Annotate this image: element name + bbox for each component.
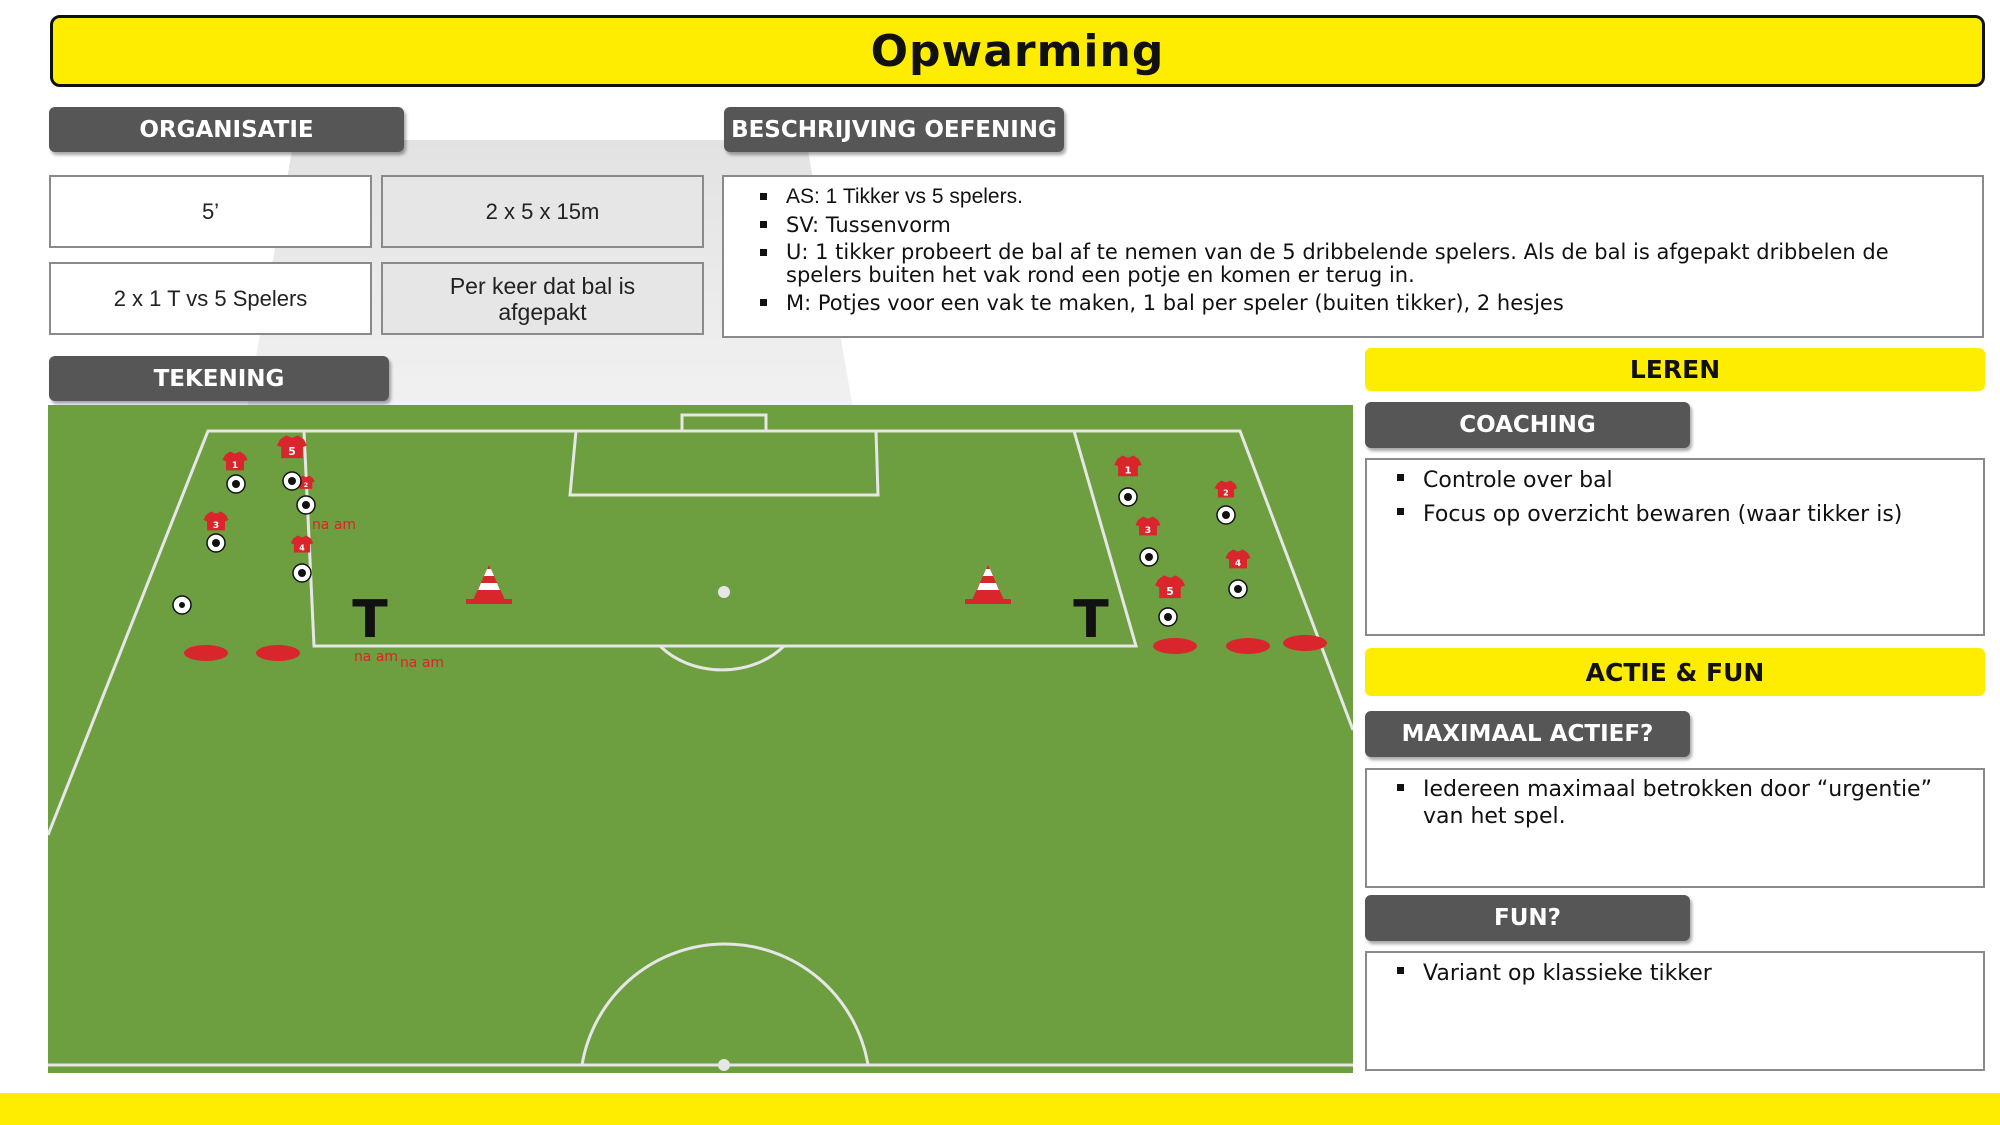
tikker-right: T	[1073, 590, 1109, 650]
org-duration-cell: 5’	[49, 175, 372, 248]
coaching-box	[1365, 458, 1985, 636]
maximaal-actief-header: MAXIMAAL ACTIEF?	[1365, 711, 1690, 757]
football	[227, 475, 245, 493]
naam-label: na am	[399, 655, 445, 671]
list-item: AS: 1 Tikker vs 5 spelers.	[754, 185, 1964, 209]
shirt-number: 4	[1234, 559, 1242, 569]
bottom-spot	[718, 1059, 730, 1071]
shirt-number: 5	[288, 445, 296, 459]
player-shirt	[1114, 455, 1142, 476]
leren-header: LEREN	[1365, 348, 1985, 391]
actie-fun-header: ACTIE & FUN	[1365, 648, 1985, 696]
list-item: SV: Tussenvorm	[754, 213, 1964, 237]
list-item: Iedereen maximaal betrokken door “urgentie” van het spel.	[1391, 776, 1965, 830]
beschrijving-box	[722, 175, 1984, 338]
naam-label: na am	[311, 517, 357, 533]
player-shirt	[1215, 481, 1238, 498]
org-area-cell: 2 x 5 x 15m	[381, 175, 704, 248]
coaching-list	[1391, 466, 1965, 530]
beschrijving-list	[754, 185, 1964, 315]
tikker-left: T	[352, 590, 388, 650]
fun-header: FUN?	[1365, 895, 1690, 941]
player-shirt	[204, 512, 229, 532]
list-item: U: 1 tikker probeert de bal af te nemen van de 5 dribbelende spelers. Als de bal is afgepakt dribbelen de spelers buiten het vak rond een potje en komen er terug in.	[754, 241, 1964, 287]
list-item: Variant op klassieke tikker	[1391, 959, 1965, 989]
shirt-number: 3	[1144, 526, 1152, 536]
player-shirt	[223, 452, 248, 472]
football	[1229, 580, 1247, 598]
shirt-number: 2	[303, 482, 309, 490]
football	[1140, 548, 1158, 566]
football	[283, 472, 301, 490]
tekening-header: TEKENING	[49, 356, 389, 401]
football	[293, 564, 311, 582]
player-shirt	[1155, 575, 1185, 598]
football	[1159, 608, 1177, 626]
beschrijving-header: BESCHRIJVING OEFENING	[724, 107, 1064, 152]
football	[1119, 488, 1137, 506]
pitch-background	[48, 405, 1353, 1073]
naam-label: na am	[353, 649, 399, 665]
title-bar	[50, 15, 1985, 87]
shirt-number: 1	[1124, 465, 1132, 477]
list-item: M: Potjes voor een vak te maken, 1 bal per speler (buiten tikker), 2 hesjes	[754, 291, 1964, 315]
coaching-header: COACHING	[1365, 402, 1690, 448]
organisatie-header: ORGANISATIE	[49, 107, 404, 152]
fun-box	[1365, 951, 1985, 1071]
page-title: Opwarming	[870, 25, 1165, 77]
center-spot	[718, 586, 730, 598]
player-shirt	[291, 536, 314, 553]
shirt-number: 5	[1166, 585, 1174, 599]
maximaal-actief-box	[1365, 768, 1985, 888]
fun-list	[1391, 959, 1965, 989]
shirt-number: 4	[299, 542, 305, 553]
football	[297, 496, 315, 514]
player-shirt	[1226, 550, 1251, 570]
list-item: Focus op overzicht bewaren (waar tikker is)	[1391, 500, 1965, 530]
player-shirt	[277, 435, 307, 458]
shirt-number: 2	[1223, 487, 1229, 498]
football	[1217, 506, 1235, 524]
footer-bar	[0, 1093, 2000, 1125]
list-item: Controle over bal	[1391, 466, 1965, 496]
org-rule-cell: Per keer dat bal is afgepakt	[381, 262, 704, 335]
football	[207, 534, 225, 552]
player-shirt	[1136, 517, 1161, 537]
shirt-number: 3	[212, 521, 220, 531]
pitch-drawing	[48, 405, 1353, 1073]
maximaal-list	[1391, 776, 1965, 830]
org-players-cell: 2 x 1 T vs 5 Spelers	[49, 262, 372, 335]
shirt-number: 1	[231, 461, 239, 471]
